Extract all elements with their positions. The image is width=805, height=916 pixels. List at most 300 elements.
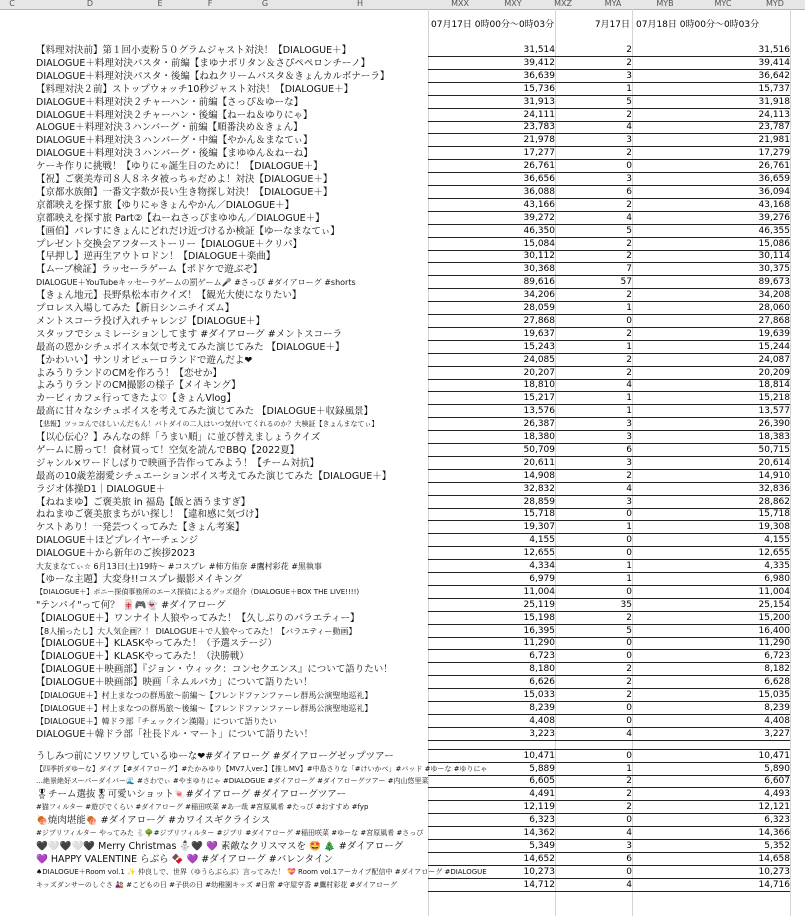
count-cell-a[interactable]: 3,223 — [529, 728, 555, 739]
table-row[interactable] — [0, 341, 805, 354]
count-cell-c[interactable]: 23,787 — [758, 122, 790, 133]
count-cell-a[interactable]: 30,368 — [523, 264, 555, 275]
count-cell-b[interactable]: 4 — [626, 879, 632, 890]
count-cell-a[interactable]: 10,471 — [523, 750, 555, 761]
video-title-cell[interactable]: 最高の恩かシチュボイス本気で考えてみた演じてみた 【DIALOGUE＋】 — [36, 341, 345, 353]
count-cell-c[interactable]: 15,218 — [758, 393, 790, 404]
count-cell-a[interactable]: 21,978 — [523, 135, 555, 146]
count-cell-a[interactable]: 18,810 — [523, 380, 555, 391]
count-cell-a[interactable]: 31,913 — [523, 96, 555, 107]
video-title-cell[interactable]: …絶景絶好スーパーダイバー🌊 #さわでぃ #やまゆりにゃ #DIALOGUE #ダイアローグ #ダイアローグツアー #内山悠里菜 — [36, 777, 429, 786]
table-row[interactable] — [0, 405, 805, 418]
count-cell-c[interactable]: 26,390 — [758, 419, 790, 430]
count-cell-a[interactable]: 5,349 — [529, 840, 555, 851]
video-title-cell[interactable]: #ジブリフィルター やってみた 🐇🌳#ジブリフィルター #ジブリ #ダイアローグ #稲田咲菜 #ゆーな #宮原風希 #さっぴ — [36, 829, 424, 837]
count-cell-a[interactable]: 32,832 — [523, 483, 555, 494]
video-title-cell[interactable]: ALOGUE＋料理対決３ハンバーグ・前編【順番決め＆きょん】 — [36, 122, 303, 134]
count-cell-c[interactable]: 10,273 — [758, 866, 790, 877]
video-title-cell[interactable]: ゲームに勝って！食材買って！空気を読んでBBQ【2022夏】 — [36, 444, 300, 456]
count-cell-c[interactable]: 50,715 — [758, 444, 790, 455]
table-row[interactable] — [0, 457, 805, 470]
table-row[interactable] — [0, 147, 805, 160]
count-cell-a[interactable]: 6,323 — [529, 815, 555, 826]
video-title-cell[interactable]: ケーキ作りに挑戦！【ゆりにゃ誕生日のために！【DIALOGUE＋】 — [36, 161, 323, 173]
count-cell-a[interactable]: 36,639 — [523, 70, 555, 81]
table-row[interactable] — [0, 70, 805, 83]
column-header[interactable]: MYD — [766, 0, 784, 8]
table-row[interactable] — [0, 250, 805, 263]
table-row[interactable] — [0, 663, 805, 676]
count-cell-c[interactable]: 3,227 — [764, 728, 790, 739]
count-cell-c[interactable]: 12,655 — [758, 548, 790, 559]
table-row[interactable] — [0, 186, 805, 199]
count-cell-b[interactable]: 0 — [626, 866, 632, 877]
video-title-cell[interactable]: DIALOGUE＋YouTubeキッセーラゲームの罰ゲーム🎤 #さっぴ #ダイアローグ #shorts — [36, 278, 356, 288]
table-row[interactable] — [0, 225, 805, 238]
table-row[interactable] — [0, 302, 805, 315]
count-cell-c[interactable]: 11,004 — [758, 586, 790, 597]
video-title-cell[interactable]: 【DIALOGUE＋映画部】『ジョン・ウィック：コンセクエンス』について語りたい！ — [36, 664, 393, 676]
count-cell-a[interactable]: 17,277 — [523, 148, 555, 159]
count-cell-b[interactable]: 0 — [626, 535, 632, 546]
count-cell-c[interactable]: 30,375 — [758, 264, 790, 275]
count-cell-a[interactable]: 15,243 — [523, 341, 555, 352]
video-title-cell[interactable]: DIALOGUE＋から新年のご挨拶2023 — [36, 548, 196, 560]
table-row[interactable] — [0, 173, 805, 186]
table-row[interactable] — [0, 289, 805, 302]
count-cell-b[interactable]: 1 — [626, 83, 632, 94]
table-row[interactable] — [0, 276, 805, 289]
video-title-cell[interactable]: 最高の10歳差溺愛シチュエーションボイス考えてみた演じてみた【DIALOGUE＋】 — [36, 470, 392, 482]
video-title-cell[interactable]: 【四季折ダゆーな】ダイブ【#ダイアローグ】#たかみゆり【MV7人ver.】【推しMV】#中島さりな「#けいかべ」#バッド #ゆーな #ゆりにゃ — [36, 764, 488, 773]
count-cell-c[interactable]: 27,868 — [758, 315, 790, 326]
count-cell-b[interactable]: 3 — [626, 419, 632, 430]
count-cell-b[interactable]: 6 — [626, 444, 632, 455]
count-cell-a[interactable]: 27,868 — [523, 315, 555, 326]
video-title-cell[interactable]: 【DIALOGUE＋】ワンナイト人狼やってみた！【久しぶりのバラエティー】 — [36, 612, 360, 624]
video-title-cell[interactable]: プロレス入場してみた【新日シンニチイズム】 — [36, 303, 235, 314]
count-cell-b[interactable]: 35 — [620, 599, 632, 610]
count-cell-b[interactable]: 1 — [626, 522, 632, 533]
count-cell-b[interactable]: 2 — [626, 148, 632, 159]
table-row[interactable] — [0, 599, 805, 612]
count-cell-c[interactable]: 12,121 — [758, 802, 790, 813]
count-cell-b[interactable]: 2 — [626, 290, 632, 301]
count-cell-a[interactable]: 13,576 — [523, 406, 555, 417]
video-title-cell[interactable]: 大友まなてぃ☆ 6月13日(土)19時～ #コスプレ #柿方佑奈 #鷹村彩花 #黒執事 — [36, 562, 322, 571]
video-title-cell[interactable]: 【DIALOGUE＋】韓ドラ部「チェックイン漢陽」について語りたい — [36, 716, 277, 726]
count-cell-a[interactable]: 15,217 — [523, 393, 555, 404]
video-title-cell[interactable]: DIALOGUE＋韓ドラ部「社長ドル・マート」について語りたい！ — [36, 728, 314, 740]
video-title-cell[interactable]: 京都映えを探す旅【ゆりにゃきょんやかん／DIALOGUE＋】 — [36, 199, 295, 211]
count-cell-c[interactable]: 21,981 — [758, 135, 790, 146]
count-cell-b[interactable]: 3 — [626, 840, 632, 851]
count-cell-c[interactable]: 13,577 — [758, 406, 790, 417]
count-cell-c[interactable]: 6,628 — [764, 677, 790, 688]
count-cell-a[interactable]: 5,889 — [529, 763, 555, 774]
table-row[interactable] — [0, 134, 805, 147]
table-row[interactable] — [0, 827, 805, 840]
count-cell-c[interactable]: 89,673 — [758, 277, 790, 288]
count-cell-c[interactable]: 39,414 — [758, 57, 790, 68]
video-title-cell[interactable]: 【ゆーな主題】大変身!!コスプレ撮影メイキング — [36, 573, 243, 585]
count-cell-b[interactable]: 0 — [626, 161, 632, 172]
video-title-cell[interactable]: 🍖焼肉堪能🍖 #ダイアローグ #カワイスギクライシス — [36, 815, 271, 827]
count-cell-b[interactable]: 1 — [626, 406, 632, 417]
count-cell-a[interactable]: 46,350 — [523, 225, 555, 236]
count-cell-c[interactable]: 30,114 — [758, 251, 790, 262]
table-row[interactable] — [0, 508, 805, 521]
count-cell-a[interactable]: 16,395 — [523, 625, 555, 636]
count-cell-b[interactable]: 4 — [626, 828, 632, 838]
count-cell-a[interactable]: 36,088 — [523, 186, 555, 197]
count-cell-c[interactable]: 28,862 — [758, 496, 790, 507]
count-cell-a[interactable]: 15,718 — [523, 509, 555, 520]
count-cell-a[interactable]: 24,085 — [523, 354, 555, 365]
count-cell-b[interactable]: 3 — [626, 432, 632, 442]
video-title-cell[interactable]: カービィカフェ行ってきたよ♡【きょんVlog】 — [36, 393, 236, 405]
count-cell-a[interactable]: 43,166 — [523, 199, 555, 210]
count-cell-b[interactable]: 3 — [626, 457, 632, 468]
video-title-cell[interactable]: 【DIALOGUE＋映画部】映画「ネムルバカ」について語りたい！ — [36, 677, 313, 689]
count-cell-c[interactable]: 6,607 — [764, 776, 790, 787]
count-cell-b[interactable]: 3 — [626, 496, 632, 507]
video-title-cell[interactable]: プレゼント交換会アフターストーリー【DIALOGUE＋クリパ】 — [36, 238, 303, 250]
video-title-cell[interactable]: 【料理対決２前】ストップウォッチ10秒ジャスト対決！【DIALOGUE＋】 — [36, 83, 354, 95]
count-cell-a[interactable]: 4,155 — [529, 535, 555, 546]
count-cell-b[interactable]: 2 — [626, 251, 632, 262]
count-cell-b[interactable]: 2 — [626, 57, 632, 68]
table-row[interactable] — [0, 801, 805, 814]
video-title-cell[interactable]: 🖤🤍🖤🤍🖤 Merry Christmas ⛄🖤 💜 素敵なクリスマスを 🤩 🎄 #ダイアローグ — [36, 840, 404, 852]
table-row[interactable] — [0, 650, 805, 663]
count-cell-a[interactable]: 34,206 — [523, 290, 555, 301]
count-cell-b[interactable]: 5 — [626, 96, 632, 107]
count-cell-b[interactable]: 0 — [626, 651, 632, 662]
table-row[interactable] — [0, 775, 805, 788]
video-title-cell[interactable]: 最高に甘々なシチュボイスを考えてみた演じてみた 【DIALOGUE＋収録風景】 — [36, 406, 374, 418]
count-cell-a[interactable]: 15,736 — [523, 83, 555, 94]
table-row[interactable] — [0, 470, 805, 483]
count-cell-a[interactable]: 14,712 — [523, 879, 555, 890]
video-title-cell[interactable]: DIALOGUE＋料理対決３ハンバーグ・中編【やかん＆まなてぃ】 — [36, 135, 313, 147]
count-cell-c[interactable]: 15,718 — [758, 509, 790, 520]
video-title-cell[interactable]: 【DIALOGUE＋】KLASKやってみた！（予選ステージ） — [36, 638, 277, 650]
count-cell-b[interactable]: 0 — [626, 815, 632, 826]
count-cell-b[interactable]: 3 — [626, 174, 632, 184]
count-cell-c[interactable]: 16,400 — [758, 625, 790, 636]
count-cell-a[interactable]: 15,033 — [523, 690, 555, 700]
count-cell-b[interactable]: 1 — [626, 341, 632, 352]
count-cell-c[interactable]: 19,639 — [758, 328, 790, 339]
table-row[interactable] — [0, 612, 805, 625]
table-row[interactable] — [0, 263, 805, 276]
video-title-cell[interactable]: DIALOGUE＋料理対決パスタ・後編【ねねクリームパスタ＆きょんカルボナーラ】 — [36, 70, 390, 82]
count-cell-b[interactable]: 2 — [626, 354, 632, 365]
count-cell-c[interactable]: 31,516 — [758, 45, 790, 55]
table-row[interactable] — [0, 547, 805, 560]
video-title-cell[interactable]: 【DIALOGUE＋】村上まなつの群馬旅〜後編〜【フレンドファンファーレ群馬公演聖地巡礼】 — [36, 703, 373, 713]
count-cell-c[interactable]: 17,279 — [758, 148, 790, 159]
count-cell-c[interactable]: 28,060 — [758, 303, 790, 313]
table-row[interactable] — [0, 689, 805, 702]
table-row[interactable] — [0, 483, 805, 496]
count-cell-b[interactable]: 4 — [626, 380, 632, 391]
video-title-cell[interactable]: 💜 HAPPY VALENTINE らぶら 🍫 💜 #ダイアローグ #バレンタイン — [36, 853, 333, 865]
column-header[interactable]: C — [9, 0, 15, 8]
column-header[interactable]: E — [157, 0, 163, 8]
count-cell-b[interactable]: 0 — [626, 548, 632, 559]
video-title-cell[interactable]: "テンパイ"って何？ 🀄🎮👻 #ダイアローグ — [36, 599, 226, 611]
table-row[interactable] — [0, 586, 805, 599]
count-cell-b[interactable]: 2 — [626, 238, 632, 249]
table-row[interactable] — [0, 879, 805, 892]
count-cell-a[interactable]: 26,387 — [523, 419, 555, 430]
table-row[interactable] — [0, 788, 805, 801]
count-cell-c[interactable]: 14,716 — [758, 879, 790, 890]
table-row[interactable] — [0, 367, 805, 380]
count-cell-b[interactable]: 6 — [626, 853, 632, 864]
table-row[interactable] — [0, 379, 805, 392]
count-cell-a[interactable]: 19,637 — [523, 328, 555, 339]
video-title-cell[interactable]: #猫フィルター #遊びでくらい #ダイアローグ #稲田咲菜 #あ一哉 #宮原風希 #たっぴ #おすすめ #fyp — [36, 803, 369, 812]
video-title-cell[interactable]: ラジオ体操D1｜DIALOGUE＋ — [36, 483, 166, 495]
count-cell-c[interactable]: 15,035 — [758, 690, 790, 700]
count-cell-c[interactable]: 15,086 — [758, 238, 790, 249]
header-cell-a[interactable]: 07月17日 0時00分～0時03分 — [431, 20, 555, 30]
table-row[interactable] — [0, 521, 805, 534]
count-cell-a[interactable]: 11,290 — [523, 638, 555, 649]
count-cell-c[interactable]: 8,239 — [764, 702, 790, 713]
count-cell-b[interactable]: 2 — [626, 109, 632, 120]
video-title-cell[interactable]: DIALOGUE＋料理対決２チャーハン・前編【さっぴ＆ゆーな】 — [36, 96, 304, 108]
count-cell-c[interactable]: 15,200 — [758, 612, 790, 623]
count-cell-b[interactable]: 4 — [626, 728, 632, 739]
count-cell-c[interactable]: 18,383 — [758, 432, 790, 442]
table-row[interactable] — [0, 728, 805, 741]
count-cell-b[interactable]: 2 — [626, 776, 632, 787]
table-row[interactable] — [0, 199, 805, 212]
table-row[interactable] — [0, 96, 805, 109]
count-cell-a[interactable]: 39,412 — [523, 57, 555, 68]
count-cell-a[interactable]: 4,334 — [529, 561, 555, 571]
table-row[interactable] — [0, 534, 805, 547]
count-cell-c[interactable]: 4,155 — [764, 535, 790, 546]
table-row[interactable] — [0, 676, 805, 689]
video-title-cell[interactable]: DIALOGUE＋料理対決パスタ・前編【まゆナポリタン＆さぴペペロンチーノ】 — [36, 57, 371, 69]
table-row[interactable] — [0, 750, 805, 763]
count-cell-b[interactable]: 0 — [626, 509, 632, 520]
count-cell-c[interactable]: 43,168 — [758, 199, 790, 210]
count-cell-c[interactable]: 20,209 — [758, 367, 790, 378]
table-row[interactable] — [0, 637, 805, 650]
count-cell-c[interactable]: 6,980 — [764, 573, 790, 584]
count-cell-a[interactable]: 10,273 — [523, 866, 555, 877]
video-title-cell[interactable]: 【DIALOGUE＋】ボニー探偵事務所のエース探偵によるグッズ紹介（DIALOGUE＋BOX THE LIVE!!!!) — [36, 587, 360, 596]
count-cell-a[interactable]: 25,119 — [523, 599, 555, 610]
video-title-cell[interactable]: 京都映えを探す旅 Part②【ねーねさっぴまゆゆん／DIALOGUE＋】 — [36, 212, 325, 224]
video-title-cell[interactable]: ねねまゆご褒美旅まちがい探し！【違和感に気づけ】 — [36, 509, 265, 521]
table-row[interactable] — [0, 109, 805, 122]
count-cell-b[interactable]: 1 — [626, 393, 632, 404]
count-cell-a[interactable]: 20,207 — [523, 367, 555, 378]
count-cell-c[interactable]: 5,352 — [764, 840, 790, 851]
count-cell-b[interactable]: 2 — [626, 367, 632, 378]
count-cell-c[interactable]: 4,493 — [764, 789, 790, 800]
table-row[interactable] — [0, 392, 805, 405]
count-cell-c[interactable]: 24,087 — [758, 354, 790, 365]
count-cell-b[interactable]: 4 — [626, 122, 632, 133]
count-cell-b[interactable]: 2 — [626, 612, 632, 623]
count-cell-c[interactable]: 25,154 — [758, 599, 790, 610]
count-cell-b[interactable]: 0 — [626, 315, 632, 326]
video-title-cell[interactable]: 【早押し】逆再生アウトロドン！【DIALOGUE＋楽曲】 — [36, 251, 276, 263]
count-cell-a[interactable]: 14,362 — [523, 828, 555, 838]
count-cell-a[interactable]: 28,859 — [523, 496, 555, 507]
count-cell-a[interactable]: 8,180 — [529, 664, 555, 675]
video-title-cell[interactable]: 【DIALOGUE＋】村上まなつの群馬旅〜前編〜【フレンドファンファーレ群馬公演聖地巡礼】 — [36, 691, 373, 700]
video-title-cell[interactable]: 【祝】ご褒美寿司８人８ネタ被っちゃだめよ！対決【DIALOGUE＋】 — [36, 174, 333, 185]
table-row[interactable] — [0, 444, 805, 457]
count-cell-c[interactable]: 6,323 — [764, 815, 790, 826]
count-cell-a[interactable]: 12,119 — [523, 802, 555, 813]
table-row[interactable] — [0, 763, 805, 776]
video-title-cell[interactable]: 【料理対決前】第１回小麦粉５０グラムジャスト対決！【DIALOGUE＋】 — [36, 45, 352, 56]
video-title-cell[interactable]: 【8人揃ったし】大人気企画？！ DIALOGUE＋で人狼やってみた！【バラエティー動画】 — [36, 626, 357, 636]
table-row[interactable] — [0, 573, 805, 586]
count-cell-c[interactable]: 34,208 — [758, 290, 790, 301]
video-title-cell[interactable]: 【ムーブ検証】ラッセーラゲーム【ポドケで遊ぶぞ】 — [36, 264, 263, 276]
count-cell-a[interactable]: 14,652 — [523, 853, 555, 864]
count-cell-b[interactable]: 5 — [626, 225, 632, 236]
table-row[interactable] — [0, 840, 805, 853]
count-cell-c[interactable]: 15,737 — [758, 83, 790, 94]
count-cell-b[interactable]: 2 — [626, 470, 632, 481]
column-header[interactable]: H — [356, 0, 363, 8]
count-cell-a[interactable]: 11,004 — [523, 586, 555, 597]
video-title-cell[interactable]: DIALOGUE＋料理対決２チャーハン・後編【ねーね＆ゆりにゃ】 — [36, 109, 313, 121]
video-title-cell[interactable]: よみうりランドのCM撮影の様子【メイキング】 — [36, 380, 241, 392]
count-cell-c[interactable]: 32,836 — [758, 483, 790, 494]
count-cell-c[interactable]: 6,723 — [764, 651, 790, 662]
count-cell-c[interactable]: 26,761 — [758, 161, 790, 172]
count-cell-a[interactable]: 50,709 — [523, 444, 555, 455]
video-title-cell[interactable]: DIALOGUE＋ほどプレイヤーチェンジ — [36, 535, 198, 547]
count-cell-b[interactable]: 2 — [626, 199, 632, 210]
count-cell-a[interactable]: 89,616 — [523, 277, 555, 288]
count-cell-c[interactable]: 8,182 — [764, 664, 790, 675]
video-title-cell[interactable]: ケストあり！一発芸つくってみた【きょん考案】 — [36, 522, 245, 534]
table-row[interactable] — [0, 44, 805, 57]
count-cell-a[interactable]: 15,198 — [523, 612, 555, 623]
column-header[interactable]: F — [207, 0, 213, 8]
count-cell-a[interactable]: 31,514 — [523, 45, 555, 55]
video-title-cell[interactable]: うしみつ前にソワソワしているゆーな❤#ダイアローグ #ダイアローグゼップツアー — [36, 750, 394, 762]
column-header[interactable]: MYB — [656, 0, 674, 8]
count-cell-b[interactable]: 1 — [626, 303, 632, 313]
count-cell-a[interactable]: 36,656 — [523, 174, 555, 184]
table-row[interactable] — [0, 431, 805, 444]
table-row[interactable] — [0, 315, 805, 328]
table-row[interactable] — [0, 814, 805, 827]
count-cell-a[interactable]: 18,380 — [523, 432, 555, 442]
count-cell-b[interactable]: 0 — [626, 750, 632, 761]
count-cell-a[interactable]: 26,761 — [523, 161, 555, 172]
count-cell-b[interactable]: 1 — [626, 763, 632, 774]
video-title-cell[interactable]: 【京都水族館】一番文字数が長い生き物探し対決！【DIALOGUE＋】 — [36, 186, 333, 198]
count-cell-a[interactable]: 30,112 — [523, 251, 555, 262]
count-cell-c[interactable]: 14,366 — [758, 828, 790, 838]
count-cell-c[interactable]: 31,918 — [758, 96, 790, 107]
count-cell-c[interactable]: 19,308 — [758, 522, 790, 533]
count-cell-c[interactable]: 11,290 — [758, 638, 790, 649]
column-header[interactable]: MXX — [451, 0, 469, 8]
video-title-cell[interactable]: スタッフでシュミレーションしてます #ダイアローグ #メントスコーラ — [36, 328, 343, 340]
count-cell-b[interactable]: 6 — [626, 186, 632, 197]
count-cell-b[interactable]: 1 — [626, 573, 632, 584]
column-header[interactable]: MXY — [504, 0, 522, 8]
column-header[interactable]: G — [261, 0, 269, 8]
video-title-cell[interactable]: キッズダンサーのしぐさ 🎎 #こどもの日 #子供の日 #幼稚園キッズ #日常 #守屋亨香 #鷹村彩花 #ダイアローグ — [36, 880, 398, 889]
table-row[interactable] — [0, 121, 805, 134]
count-cell-c[interactable]: 4,335 — [764, 561, 790, 571]
count-cell-b[interactable]: 57 — [620, 277, 632, 288]
count-cell-b[interactable]: 2 — [626, 328, 632, 339]
count-cell-c[interactable]: 4,408 — [764, 715, 790, 726]
count-cell-c[interactable]: 20,614 — [758, 457, 790, 468]
table-row[interactable] — [0, 418, 805, 431]
count-cell-b[interactable]: 4 — [626, 483, 632, 494]
count-cell-c[interactable]: 24,113 — [758, 109, 790, 120]
count-cell-a[interactable]: 24,111 — [523, 109, 555, 120]
count-cell-a[interactable]: 4,491 — [529, 789, 555, 800]
count-cell-c[interactable]: 15,244 — [758, 341, 790, 352]
count-cell-b[interactable]: 0 — [626, 702, 632, 713]
count-cell-a[interactable]: 6,626 — [529, 677, 555, 688]
table-row[interactable] — [0, 83, 805, 96]
table-row[interactable] — [0, 160, 805, 173]
table-row[interactable] — [0, 702, 805, 715]
video-title-cell[interactable]: 【悲報】ツッコんでほしいんだもん！バトダイの二人はいつ気付いてくれるのか？大検証【きょんまなてぃ】 — [36, 420, 379, 429]
count-cell-a[interactable]: 39,272 — [523, 212, 555, 223]
table-row[interactable] — [0, 496, 805, 509]
video-title-cell[interactable]: 🎖チーム選抜🎖可愛いショット🍬#ダイアローグ #ダイアローグツアー — [36, 789, 346, 801]
count-cell-b[interactable]: 2 — [626, 677, 632, 688]
count-cell-c[interactable]: 36,094 — [758, 186, 790, 197]
table-row[interactable] — [0, 866, 805, 879]
video-title-cell[interactable]: DIALOGUE＋料理対決３ハンバーグ・後編【まゆゆん＆ねーね】 — [36, 148, 313, 160]
table-row[interactable] — [0, 625, 805, 638]
table-row[interactable] — [0, 57, 805, 70]
video-title-cell[interactable]: 【きょん地元】長野県松本市クイズ！【観光大使になりたい】 — [36, 290, 302, 302]
count-cell-c[interactable]: 36,642 — [758, 70, 790, 81]
video-title-cell[interactable]: よみうりランドのCMを作ろう！【恋せか】 — [36, 367, 222, 379]
count-cell-c[interactable]: 5,890 — [764, 763, 790, 774]
count-cell-a[interactable]: 8,239 — [529, 702, 555, 713]
count-cell-c[interactable]: 14,910 — [758, 470, 790, 481]
count-cell-b[interactable]: 2 — [626, 45, 632, 55]
count-cell-a[interactable]: 28,059 — [523, 303, 555, 313]
video-title-cell[interactable]: 【DIALOGUE＋】KLASKやってみた！（決勝戦） — [36, 651, 249, 663]
table-row[interactable] — [0, 212, 805, 225]
count-cell-c[interactable]: 14,658 — [758, 853, 790, 864]
video-title-cell[interactable]: 【かわいい】サンリオピューロランドで遊んだよ❤ — [36, 354, 253, 366]
count-cell-a[interactable]: 12,655 — [523, 548, 555, 559]
table-row[interactable] — [0, 560, 805, 573]
table-row[interactable] — [0, 354, 805, 367]
count-cell-a[interactable]: 19,307 — [523, 522, 555, 533]
count-cell-b[interactable]: 0 — [626, 638, 632, 649]
